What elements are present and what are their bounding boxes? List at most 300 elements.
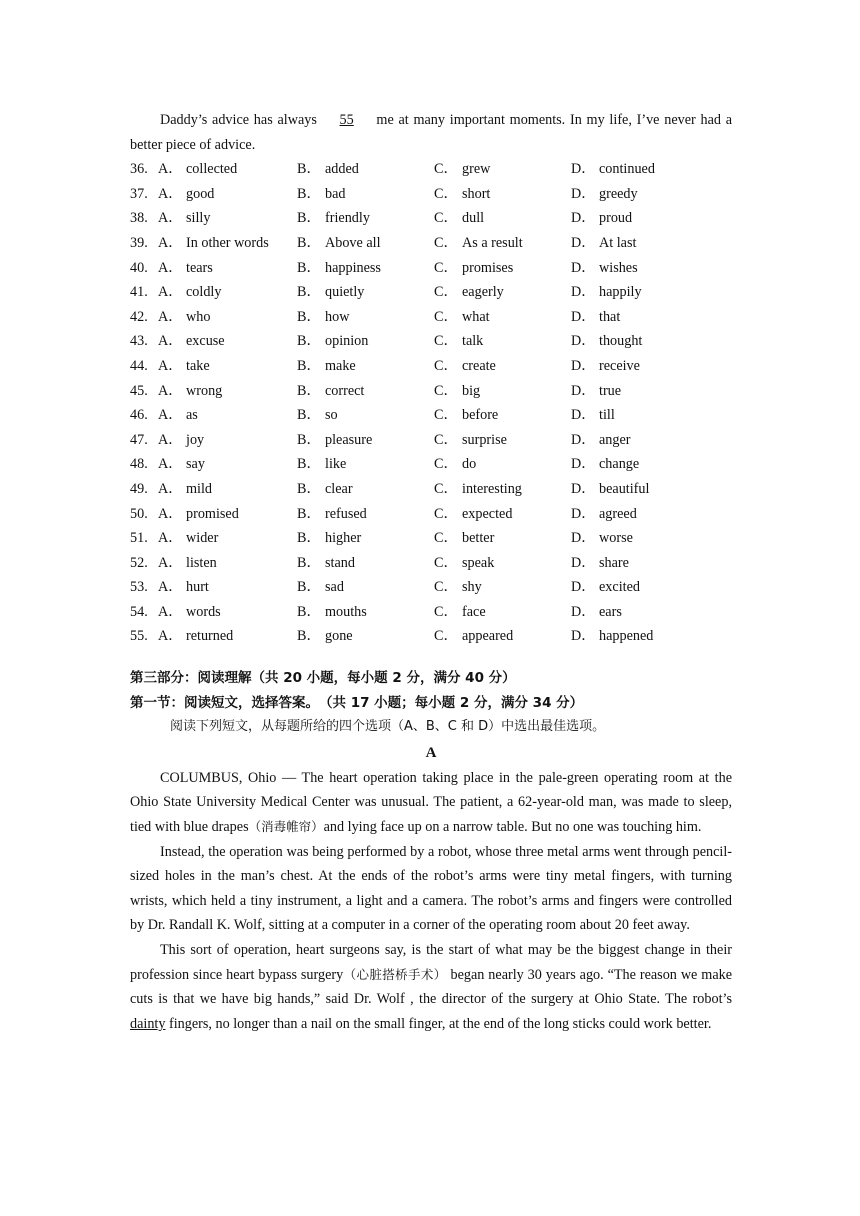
question-list (130, 157, 732, 649)
option-text: pleasure (325, 431, 373, 448)
option-text: expected (462, 505, 513, 522)
option-text: collected (186, 161, 238, 178)
option-letter: D． (571, 210, 596, 227)
option-text: gone (325, 628, 353, 645)
option-letter: D． (571, 431, 596, 448)
option-d (571, 379, 671, 404)
option-letter: B． (297, 185, 321, 202)
option-a (158, 600, 297, 625)
option-a (158, 452, 297, 477)
option-b (297, 502, 434, 527)
p3-text-a: This sort of operation, heart surgeons say, is the start of what may be the biggest change in their profession since heart bypass surgery (130, 942, 732, 983)
option-c (434, 624, 571, 649)
p3-note: （心脏搭桥手术） (343, 966, 447, 982)
intro-text-before: Daddy’s advice has always (160, 112, 317, 128)
option-text: good (186, 185, 215, 202)
option-d (571, 624, 671, 649)
section-one-title: 第一节：阅读短文，选择答案。 （共 17 小题；每小题 2 分，满分 34 分） (130, 694, 584, 711)
option-text: say (186, 456, 205, 473)
question-number: 52. (130, 554, 148, 571)
option-c (434, 452, 571, 477)
option-b (297, 157, 434, 182)
exam-page (130, 108, 732, 1036)
option-d (571, 551, 671, 576)
option-letter: D． (571, 308, 596, 325)
option-c (434, 206, 571, 231)
option-text: eagerly (462, 284, 504, 301)
option-letter: B． (297, 480, 321, 497)
option-text: listen (186, 554, 217, 571)
option-letter: A． (158, 431, 183, 448)
option-text: wishes (599, 259, 638, 276)
p3-text-c: fingers, no longer than a nail on the small finger, at the end of the long sticks could work better. (169, 1015, 712, 1032)
option-d (571, 256, 671, 281)
option-d (571, 280, 671, 305)
question-row (130, 379, 732, 404)
option-text: hurt (186, 579, 209, 596)
option-text: interesting (462, 480, 522, 497)
option-text: happened (599, 628, 654, 645)
option-text: beautiful (599, 480, 650, 497)
option-text: that (599, 308, 621, 325)
option-d (571, 452, 671, 477)
option-a (158, 182, 297, 207)
option-letter: D． (571, 333, 596, 350)
option-text: proud (599, 210, 633, 227)
passage-paragraph-1 (130, 766, 732, 840)
answer-blank: 55 (339, 112, 354, 128)
option-letter: C． (434, 284, 458, 301)
option-letter: C． (434, 161, 458, 178)
option-letter: A． (158, 357, 183, 374)
question-row (130, 624, 732, 649)
option-letter: D． (571, 357, 596, 374)
option-a (158, 379, 297, 404)
question-row (130, 403, 732, 428)
option-letter: D． (571, 259, 596, 276)
underlined-word: dainty (130, 1015, 166, 1032)
question-number: 48. (130, 456, 148, 473)
option-c (434, 428, 571, 453)
option-letter: B． (297, 308, 321, 325)
option-c (434, 182, 571, 207)
option-d (571, 403, 671, 428)
option-text: dull (462, 210, 485, 227)
option-b (297, 403, 434, 428)
option-c (434, 231, 571, 256)
option-letter: C． (434, 210, 458, 227)
option-letter: D． (571, 505, 596, 522)
option-letter: B． (297, 382, 321, 399)
option-letter: B． (297, 628, 321, 645)
question-row (130, 231, 732, 256)
option-b (297, 354, 434, 379)
option-text: opinion (325, 333, 369, 350)
option-text: tears (186, 259, 213, 276)
option-letter: B． (297, 554, 321, 571)
question-row (130, 428, 732, 453)
option-letter: B． (297, 234, 321, 251)
option-text: refused (325, 505, 367, 522)
option-letter: A． (158, 554, 183, 571)
option-text: wider (186, 530, 219, 547)
option-text: ears (599, 603, 622, 620)
option-letter: B． (297, 284, 321, 301)
option-letter: C． (434, 456, 458, 473)
option-letter: A． (158, 579, 183, 596)
option-letter: C． (434, 603, 458, 620)
option-text: share (599, 554, 629, 571)
option-letter: D． (571, 407, 596, 424)
option-d (571, 231, 671, 256)
option-d (571, 206, 671, 231)
question-number: 37. (130, 185, 148, 202)
question-row (130, 329, 732, 354)
question-number: 45. (130, 382, 148, 399)
option-c (434, 305, 571, 330)
option-c (434, 551, 571, 576)
question-row (130, 575, 732, 600)
option-b (297, 526, 434, 551)
option-letter: C． (434, 480, 458, 497)
option-text: appeared (462, 628, 514, 645)
option-letter: A． (158, 234, 183, 251)
passage-paragraph-3 (130, 938, 732, 1036)
option-c (434, 600, 571, 625)
option-d (571, 354, 671, 379)
option-d (571, 502, 671, 527)
reading-instruction: 阅读下列短文，从每题所给的四个选项（A、B、C 和 D）中选出最佳选项。 (170, 719, 606, 735)
option-text: surprise (462, 431, 507, 448)
option-letter: D． (571, 603, 596, 620)
option-text: correct (325, 382, 365, 399)
option-letter: B． (297, 456, 321, 473)
option-letter: A． (158, 407, 183, 424)
p3-text-b: began nearly 30 years ago. “The reason we make cuts is that we have big hands,” said Dr. Wolf , the director of the surgery at Ohio State. The robot’s (130, 966, 733, 1008)
option-letter: D． (571, 234, 596, 251)
option-text: excited (599, 579, 640, 596)
option-text: greedy (599, 185, 638, 202)
option-a (158, 477, 297, 502)
option-text: promises (462, 259, 514, 276)
option-text: In other words (186, 234, 269, 251)
option-text: friendly (325, 210, 370, 227)
option-text: so (325, 407, 338, 424)
option-letter: B． (297, 431, 321, 448)
p1-text-a: COLUMBUS, Ohio — The heart operation taking place in the pale-green operating room at the Ohio State University Medical Center was unusual. The patient, a 62-year-old man, was made to sleep, tied with blue drapes (130, 769, 732, 836)
question-number: 54. (130, 603, 148, 620)
option-a (158, 256, 297, 281)
option-c (434, 379, 571, 404)
option-text: mild (186, 480, 213, 497)
question-row (130, 305, 732, 330)
option-letter: B． (297, 259, 321, 276)
question-row (130, 477, 732, 502)
option-text: promised (186, 505, 239, 522)
p1-note: （消毒帷帘） (248, 819, 324, 835)
option-letter: B． (297, 161, 321, 178)
option-b (297, 600, 434, 625)
option-letter: D． (571, 185, 596, 202)
option-text: grew (462, 161, 491, 178)
option-letter: A． (158, 382, 183, 399)
option-letter: A． (158, 456, 183, 473)
question-number: 43. (130, 333, 148, 350)
option-letter: B． (297, 505, 321, 522)
option-a (158, 428, 297, 453)
option-b (297, 551, 434, 576)
option-text: do (462, 456, 477, 473)
option-letter: A． (158, 161, 183, 178)
question-number: 50. (130, 505, 148, 522)
option-text: big (462, 382, 481, 399)
option-text: sad (325, 579, 344, 596)
option-text: At last (599, 234, 637, 251)
option-letter: D． (571, 530, 596, 547)
question-number: 36. (130, 161, 148, 178)
option-letter: C． (434, 554, 458, 571)
option-letter: B． (297, 210, 321, 227)
option-text: talk (462, 333, 484, 350)
option-text: make (325, 357, 356, 374)
option-letter: A． (158, 333, 183, 350)
option-a (158, 280, 297, 305)
option-a (158, 305, 297, 330)
option-d (571, 157, 671, 182)
option-b (297, 256, 434, 281)
option-b (297, 231, 434, 256)
option-c (434, 354, 571, 379)
option-letter: C． (434, 505, 458, 522)
option-text: anger (599, 431, 631, 448)
option-text: like (325, 456, 347, 473)
question-row (130, 206, 732, 231)
option-text: receive (599, 357, 640, 374)
option-text: till (599, 407, 615, 424)
question-number: 55. (130, 628, 148, 645)
question-number: 44. (130, 357, 148, 374)
option-letter: D． (571, 456, 596, 473)
option-text: silly (186, 210, 211, 227)
passage-paragraph-2: Instead, the operation was being performed by a robot, whose three metal arms went through pencil-sized holes in the man’s chest. At the ends of the robot’s arms were tiny metal fingers, with turning wrists, which held a tiny instrument, a light and a camera. The robot’s arms and fingers were controlled by Dr. Randall K. Wolf, sitting at a computer in a corner of the operating room about 20 feet away. (130, 843, 732, 934)
option-letter: B． (297, 357, 321, 374)
question-row (130, 551, 732, 576)
option-letter: A． (158, 505, 183, 522)
question-number: 42. (130, 308, 148, 325)
option-a (158, 403, 297, 428)
option-letter: B． (297, 579, 321, 596)
option-text: true (599, 382, 622, 399)
option-a (158, 206, 297, 231)
option-letter: C． (434, 333, 458, 350)
option-text: higher (325, 530, 362, 547)
option-a (158, 329, 297, 354)
option-letter: C． (434, 431, 458, 448)
option-c (434, 477, 571, 502)
option-text: worse (599, 530, 633, 547)
passage-label: A (425, 744, 437, 761)
question-number: 53. (130, 579, 148, 596)
option-text: continued (599, 161, 655, 178)
option-text: how (325, 308, 350, 325)
option-text: short (462, 185, 491, 202)
option-letter: D． (571, 554, 596, 571)
option-d (571, 477, 671, 502)
option-letter: A． (158, 185, 183, 202)
option-letter: C． (434, 628, 458, 645)
option-letter: A． (158, 308, 183, 325)
question-row (130, 256, 732, 281)
option-b (297, 575, 434, 600)
option-b (297, 428, 434, 453)
question-row (130, 452, 732, 477)
option-text: excuse (186, 333, 225, 350)
option-text: coldly (186, 284, 222, 301)
option-text: speak (462, 554, 495, 571)
option-text: thought (599, 333, 643, 350)
option-text: happily (599, 284, 642, 301)
option-text: added (325, 161, 359, 178)
option-letter: C． (434, 579, 458, 596)
question-number: 49. (130, 480, 148, 497)
question-row (130, 157, 732, 182)
option-text: happiness (325, 259, 381, 276)
option-text: face (462, 603, 486, 620)
question-number: 41. (130, 284, 148, 301)
option-text: what (462, 308, 490, 325)
option-letter: D． (571, 284, 596, 301)
option-letter: C． (434, 382, 458, 399)
option-letter: A． (158, 210, 183, 227)
option-letter: D． (571, 161, 596, 178)
option-text: create (462, 357, 496, 374)
part-three-title: 第三部分：阅读理解（共 20 小题，每小题 2 分，满分 40 分） (130, 670, 516, 687)
option-text: bad (325, 185, 346, 202)
option-text: as (186, 407, 198, 424)
option-letter: C． (434, 259, 458, 276)
option-letter: A． (158, 480, 183, 497)
option-c (434, 403, 571, 428)
question-row (130, 526, 732, 551)
option-letter: B． (297, 407, 321, 424)
option-text: agreed (599, 505, 637, 522)
question-row (130, 280, 732, 305)
option-a (158, 624, 297, 649)
option-letter: B． (297, 530, 321, 547)
option-text: Above all (325, 234, 381, 251)
option-text: better (462, 530, 495, 547)
option-b (297, 206, 434, 231)
option-c (434, 526, 571, 551)
question-number: 51. (130, 530, 148, 547)
option-text: shy (462, 579, 482, 596)
p1-text-b: and lying face up on a narrow table. But no one was touching him. (323, 819, 702, 836)
question-row (130, 600, 732, 625)
question-number: 47. (130, 431, 148, 448)
option-text: change (599, 456, 640, 473)
option-letter: D． (571, 382, 596, 399)
option-text: take (186, 357, 210, 374)
intro-text-after: me at many important moments. In my life, I’ve never had a better piece of advice. (130, 112, 733, 153)
option-d (571, 428, 671, 453)
option-b (297, 624, 434, 649)
option-text: As a result (462, 234, 523, 251)
option-letter: A． (158, 284, 183, 301)
option-text: stand (325, 554, 355, 571)
option-d (571, 329, 671, 354)
option-b (297, 452, 434, 477)
option-letter: A． (158, 603, 183, 620)
option-d (571, 600, 671, 625)
option-b (297, 182, 434, 207)
option-d (571, 575, 671, 600)
option-letter: B． (297, 333, 321, 350)
option-text: clear (325, 480, 353, 497)
option-letter: D． (571, 480, 596, 497)
intro-paragraph (130, 108, 732, 157)
option-b (297, 379, 434, 404)
option-letter: A． (158, 628, 183, 645)
question-number: 46. (130, 407, 148, 424)
option-letter: A． (158, 259, 183, 276)
option-text: returned (186, 628, 234, 645)
option-letter: C． (434, 357, 458, 374)
option-b (297, 477, 434, 502)
option-text: words (186, 603, 221, 620)
option-a (158, 551, 297, 576)
option-letter: C． (434, 234, 458, 251)
option-a (158, 354, 297, 379)
option-d (571, 182, 671, 207)
option-letter: C． (434, 407, 458, 424)
option-a (158, 526, 297, 551)
option-d (571, 526, 671, 551)
question-number: 40. (130, 259, 148, 276)
option-c (434, 502, 571, 527)
option-text: joy (186, 431, 205, 448)
option-a (158, 231, 297, 256)
option-letter: C． (434, 185, 458, 202)
option-d (571, 305, 671, 330)
option-letter: A． (158, 530, 183, 547)
option-text: quietly (325, 284, 365, 301)
option-a (158, 575, 297, 600)
option-a (158, 502, 297, 527)
option-letter: B． (297, 603, 321, 620)
option-b (297, 329, 434, 354)
option-letter: C． (434, 530, 458, 547)
question-number: 39. (130, 234, 148, 251)
option-a (158, 157, 297, 182)
option-c (434, 280, 571, 305)
option-c (434, 575, 571, 600)
option-c (434, 256, 571, 281)
question-number: 38. (130, 210, 148, 227)
option-c (434, 157, 571, 182)
option-letter: C． (434, 308, 458, 325)
option-letter: D． (571, 579, 596, 596)
option-text: before (462, 407, 499, 424)
question-row (130, 182, 732, 207)
option-b (297, 305, 434, 330)
option-b (297, 280, 434, 305)
option-text: who (186, 308, 211, 325)
option-letter: D． (571, 628, 596, 645)
question-row (130, 502, 732, 527)
option-text: mouths (325, 603, 367, 620)
option-c (434, 329, 571, 354)
option-text: wrong (186, 382, 223, 399)
